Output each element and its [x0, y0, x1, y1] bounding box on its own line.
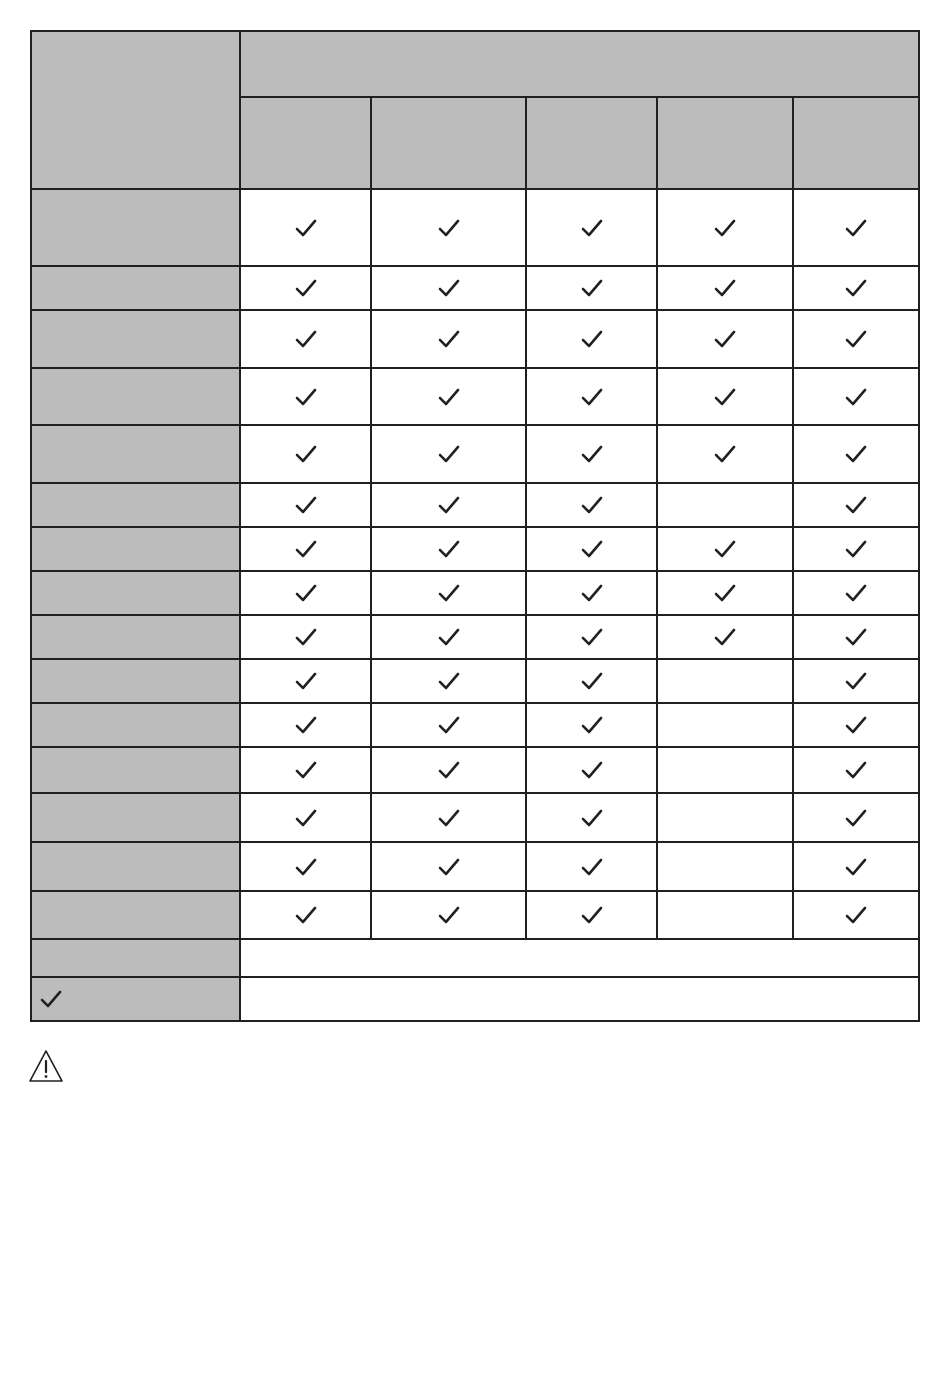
checkmark-icon: [581, 857, 603, 877]
checkmark-icon: [714, 539, 736, 559]
check-cell: [793, 703, 919, 747]
check-cell: [371, 703, 526, 747]
check-cell: [240, 891, 371, 939]
checkmark-icon: [581, 583, 603, 603]
checkmark-icon: [581, 808, 603, 828]
checkmark-icon: [581, 539, 603, 559]
check-cell: [657, 842, 793, 891]
table-row: [31, 266, 919, 310]
check-cell: [371, 842, 526, 891]
group-header-cell: [240, 31, 919, 97]
checkmark-icon: [845, 905, 867, 925]
row-label-cell: [31, 189, 240, 266]
check-cell: [240, 266, 371, 310]
check-cell: [371, 189, 526, 266]
check-cell: [526, 659, 657, 703]
checkmark-icon: [845, 278, 867, 298]
checkmark-icon: [845, 715, 867, 735]
table-row: [31, 793, 919, 842]
row-label-cell: [31, 891, 240, 939]
check-cell: [793, 659, 919, 703]
check-cell: [657, 425, 793, 483]
check-cell: [526, 891, 657, 939]
check-cell: [793, 310, 919, 368]
check-cell: [793, 615, 919, 659]
checkmark-icon: [845, 808, 867, 828]
checkmark-icon: [581, 627, 603, 647]
table-row: [31, 368, 919, 425]
table-row: [31, 310, 919, 368]
check-cell: [657, 891, 793, 939]
check-cell: [371, 615, 526, 659]
check-cell: [371, 891, 526, 939]
checkmark-icon: [295, 905, 317, 925]
check-cell: [371, 368, 526, 425]
row-label-cell: [31, 368, 240, 425]
row-label-cell: [31, 747, 240, 793]
check-cell: [240, 368, 371, 425]
checkmark-icon: [295, 808, 317, 828]
legend-label-cell: [31, 977, 240, 1021]
check-cell: [371, 659, 526, 703]
checkmark-icon: [581, 329, 603, 349]
legend-row: [31, 977, 919, 1021]
check-cell: [371, 571, 526, 615]
checkmark-icon: [40, 989, 62, 1009]
check-cell: [371, 793, 526, 842]
checkmark-icon: [714, 218, 736, 238]
check-cell: [526, 189, 657, 266]
row-label-cell: [31, 425, 240, 483]
checkmark-icon: [714, 387, 736, 407]
check-cell: [657, 703, 793, 747]
footer-row: [31, 939, 919, 977]
check-cell: [526, 703, 657, 747]
checkmark-icon: [581, 671, 603, 691]
checkmark-icon: [438, 760, 460, 780]
checkmark-icon: [581, 495, 603, 515]
check-cell: [240, 747, 371, 793]
checkmark-icon: [295, 715, 317, 735]
check-cell: [371, 527, 526, 571]
row-label-cell: [31, 310, 240, 368]
check-cell: [240, 571, 371, 615]
checkmark-icon: [438, 583, 460, 603]
check-cell: [371, 483, 526, 527]
check-cell: [526, 266, 657, 310]
check-cell: [657, 483, 793, 527]
check-cell: [240, 793, 371, 842]
checkmark-icon: [714, 583, 736, 603]
check-cell: [793, 189, 919, 266]
checkmark-icon: [295, 627, 317, 647]
checkmark-icon: [295, 539, 317, 559]
row-label-cell: [31, 483, 240, 527]
check-cell: [657, 527, 793, 571]
checkmark-icon: [438, 808, 460, 828]
check-cell: [526, 615, 657, 659]
checkmark-icon: [845, 760, 867, 780]
table-row: [31, 615, 919, 659]
check-cell: [793, 793, 919, 842]
check-cell: [526, 527, 657, 571]
checkmark-icon: [845, 329, 867, 349]
check-cell: [240, 842, 371, 891]
table-body: [31, 189, 919, 1021]
check-cell: [526, 368, 657, 425]
check-cell: [240, 659, 371, 703]
check-cell: [240, 527, 371, 571]
table-row: [31, 747, 919, 793]
checkmark-icon: [295, 583, 317, 603]
checkmark-icon: [845, 539, 867, 559]
check-cell: [793, 425, 919, 483]
check-cell: [657, 266, 793, 310]
checkmark-icon: [845, 671, 867, 691]
check-cell: [657, 310, 793, 368]
checkmark-icon: [714, 329, 736, 349]
check-cell: [657, 571, 793, 615]
checkmark-icon: [581, 278, 603, 298]
check-cell: [793, 368, 919, 425]
check-cell: [793, 747, 919, 793]
checkmark-icon: [438, 278, 460, 298]
checkmark-icon: [845, 583, 867, 603]
table-row: [31, 571, 919, 615]
check-cell: [657, 659, 793, 703]
checkmark-icon: [295, 278, 317, 298]
check-cell: [371, 310, 526, 368]
checkmark-icon: [295, 495, 317, 515]
table-row: [31, 659, 919, 703]
check-cell: [526, 310, 657, 368]
checkmark-icon: [295, 387, 317, 407]
checkmark-icon: [845, 387, 867, 407]
column-header-4: [657, 97, 793, 189]
table-row: [31, 842, 919, 891]
checkmark-icon: [581, 905, 603, 925]
checkmark-icon: [714, 444, 736, 464]
checkmark-icon: [438, 387, 460, 407]
row-label-cell: [31, 527, 240, 571]
check-cell: [371, 747, 526, 793]
table-row: [31, 527, 919, 571]
checkmark-icon: [438, 857, 460, 877]
checkmark-icon: [714, 627, 736, 647]
footer-label-cell: [31, 939, 240, 977]
column-header-2: [371, 97, 526, 189]
table-row: [31, 703, 919, 747]
checkmark-icon: [438, 627, 460, 647]
row-label-cell: [31, 793, 240, 842]
check-cell: [793, 266, 919, 310]
footer-value-cell: [240, 939, 919, 977]
checkmark-icon: [845, 857, 867, 877]
table-row: [31, 189, 919, 266]
checkmark-icon: [295, 671, 317, 691]
checkmark-icon: [581, 715, 603, 735]
checkmark-icon: [438, 671, 460, 691]
table-row: [31, 425, 919, 483]
warning-triangle-icon: [28, 1049, 64, 1083]
checkmark-icon: [845, 218, 867, 238]
check-cell: [793, 842, 919, 891]
check-cell: [793, 527, 919, 571]
check-cell: [240, 703, 371, 747]
checkmark-icon: [714, 278, 736, 298]
check-cell: [526, 483, 657, 527]
checkmark-icon: [295, 329, 317, 349]
checkmark-icon: [438, 539, 460, 559]
checkmark-icon: [581, 218, 603, 238]
checkmark-icon: [295, 857, 317, 877]
check-cell: [657, 793, 793, 842]
checkmark-icon: [295, 218, 317, 238]
column-header-3: [526, 97, 657, 189]
check-cell: [657, 368, 793, 425]
checkmark-icon: [438, 444, 460, 464]
check-cell: [371, 425, 526, 483]
checkmark-icon: [845, 444, 867, 464]
row-label-cell: [31, 571, 240, 615]
check-cell: [793, 891, 919, 939]
checkmark-icon: [581, 760, 603, 780]
check-cell: [240, 615, 371, 659]
row-label-cell: [31, 615, 240, 659]
check-cell: [526, 747, 657, 793]
checkmark-icon: [581, 444, 603, 464]
check-cell: [240, 189, 371, 266]
table-row: [31, 891, 919, 939]
check-cell: [793, 571, 919, 615]
table-row: [31, 483, 919, 527]
checkmark-icon: [438, 905, 460, 925]
column-header-5: [793, 97, 919, 189]
corner-header-cell: [31, 31, 240, 189]
checkmark-icon: [295, 444, 317, 464]
row-label-cell: [31, 266, 240, 310]
check-cell: [526, 842, 657, 891]
checkmark-icon: [438, 218, 460, 238]
check-cell: [371, 266, 526, 310]
checkmark-icon: [581, 387, 603, 407]
check-cell: [657, 615, 793, 659]
checkmark-icon: [438, 495, 460, 515]
checkmark-icon: [295, 760, 317, 780]
row-label-cell: [31, 659, 240, 703]
checkmark-icon: [845, 495, 867, 515]
check-cell: [240, 425, 371, 483]
checkmark-icon: [845, 627, 867, 647]
row-label-cell: [31, 703, 240, 747]
check-cell: [657, 189, 793, 266]
row-label-cell: [31, 842, 240, 891]
check-cell: [240, 310, 371, 368]
check-cell: [526, 571, 657, 615]
compatibility-table: [30, 30, 920, 1022]
checkmark-icon: [438, 715, 460, 735]
check-cell: [526, 425, 657, 483]
check-cell: [657, 747, 793, 793]
check-cell: [240, 483, 371, 527]
column-header-1: [240, 97, 371, 189]
check-cell: [793, 483, 919, 527]
checkmark-icon: [438, 329, 460, 349]
legend-value-cell: [240, 977, 919, 1021]
check-cell: [526, 793, 657, 842]
